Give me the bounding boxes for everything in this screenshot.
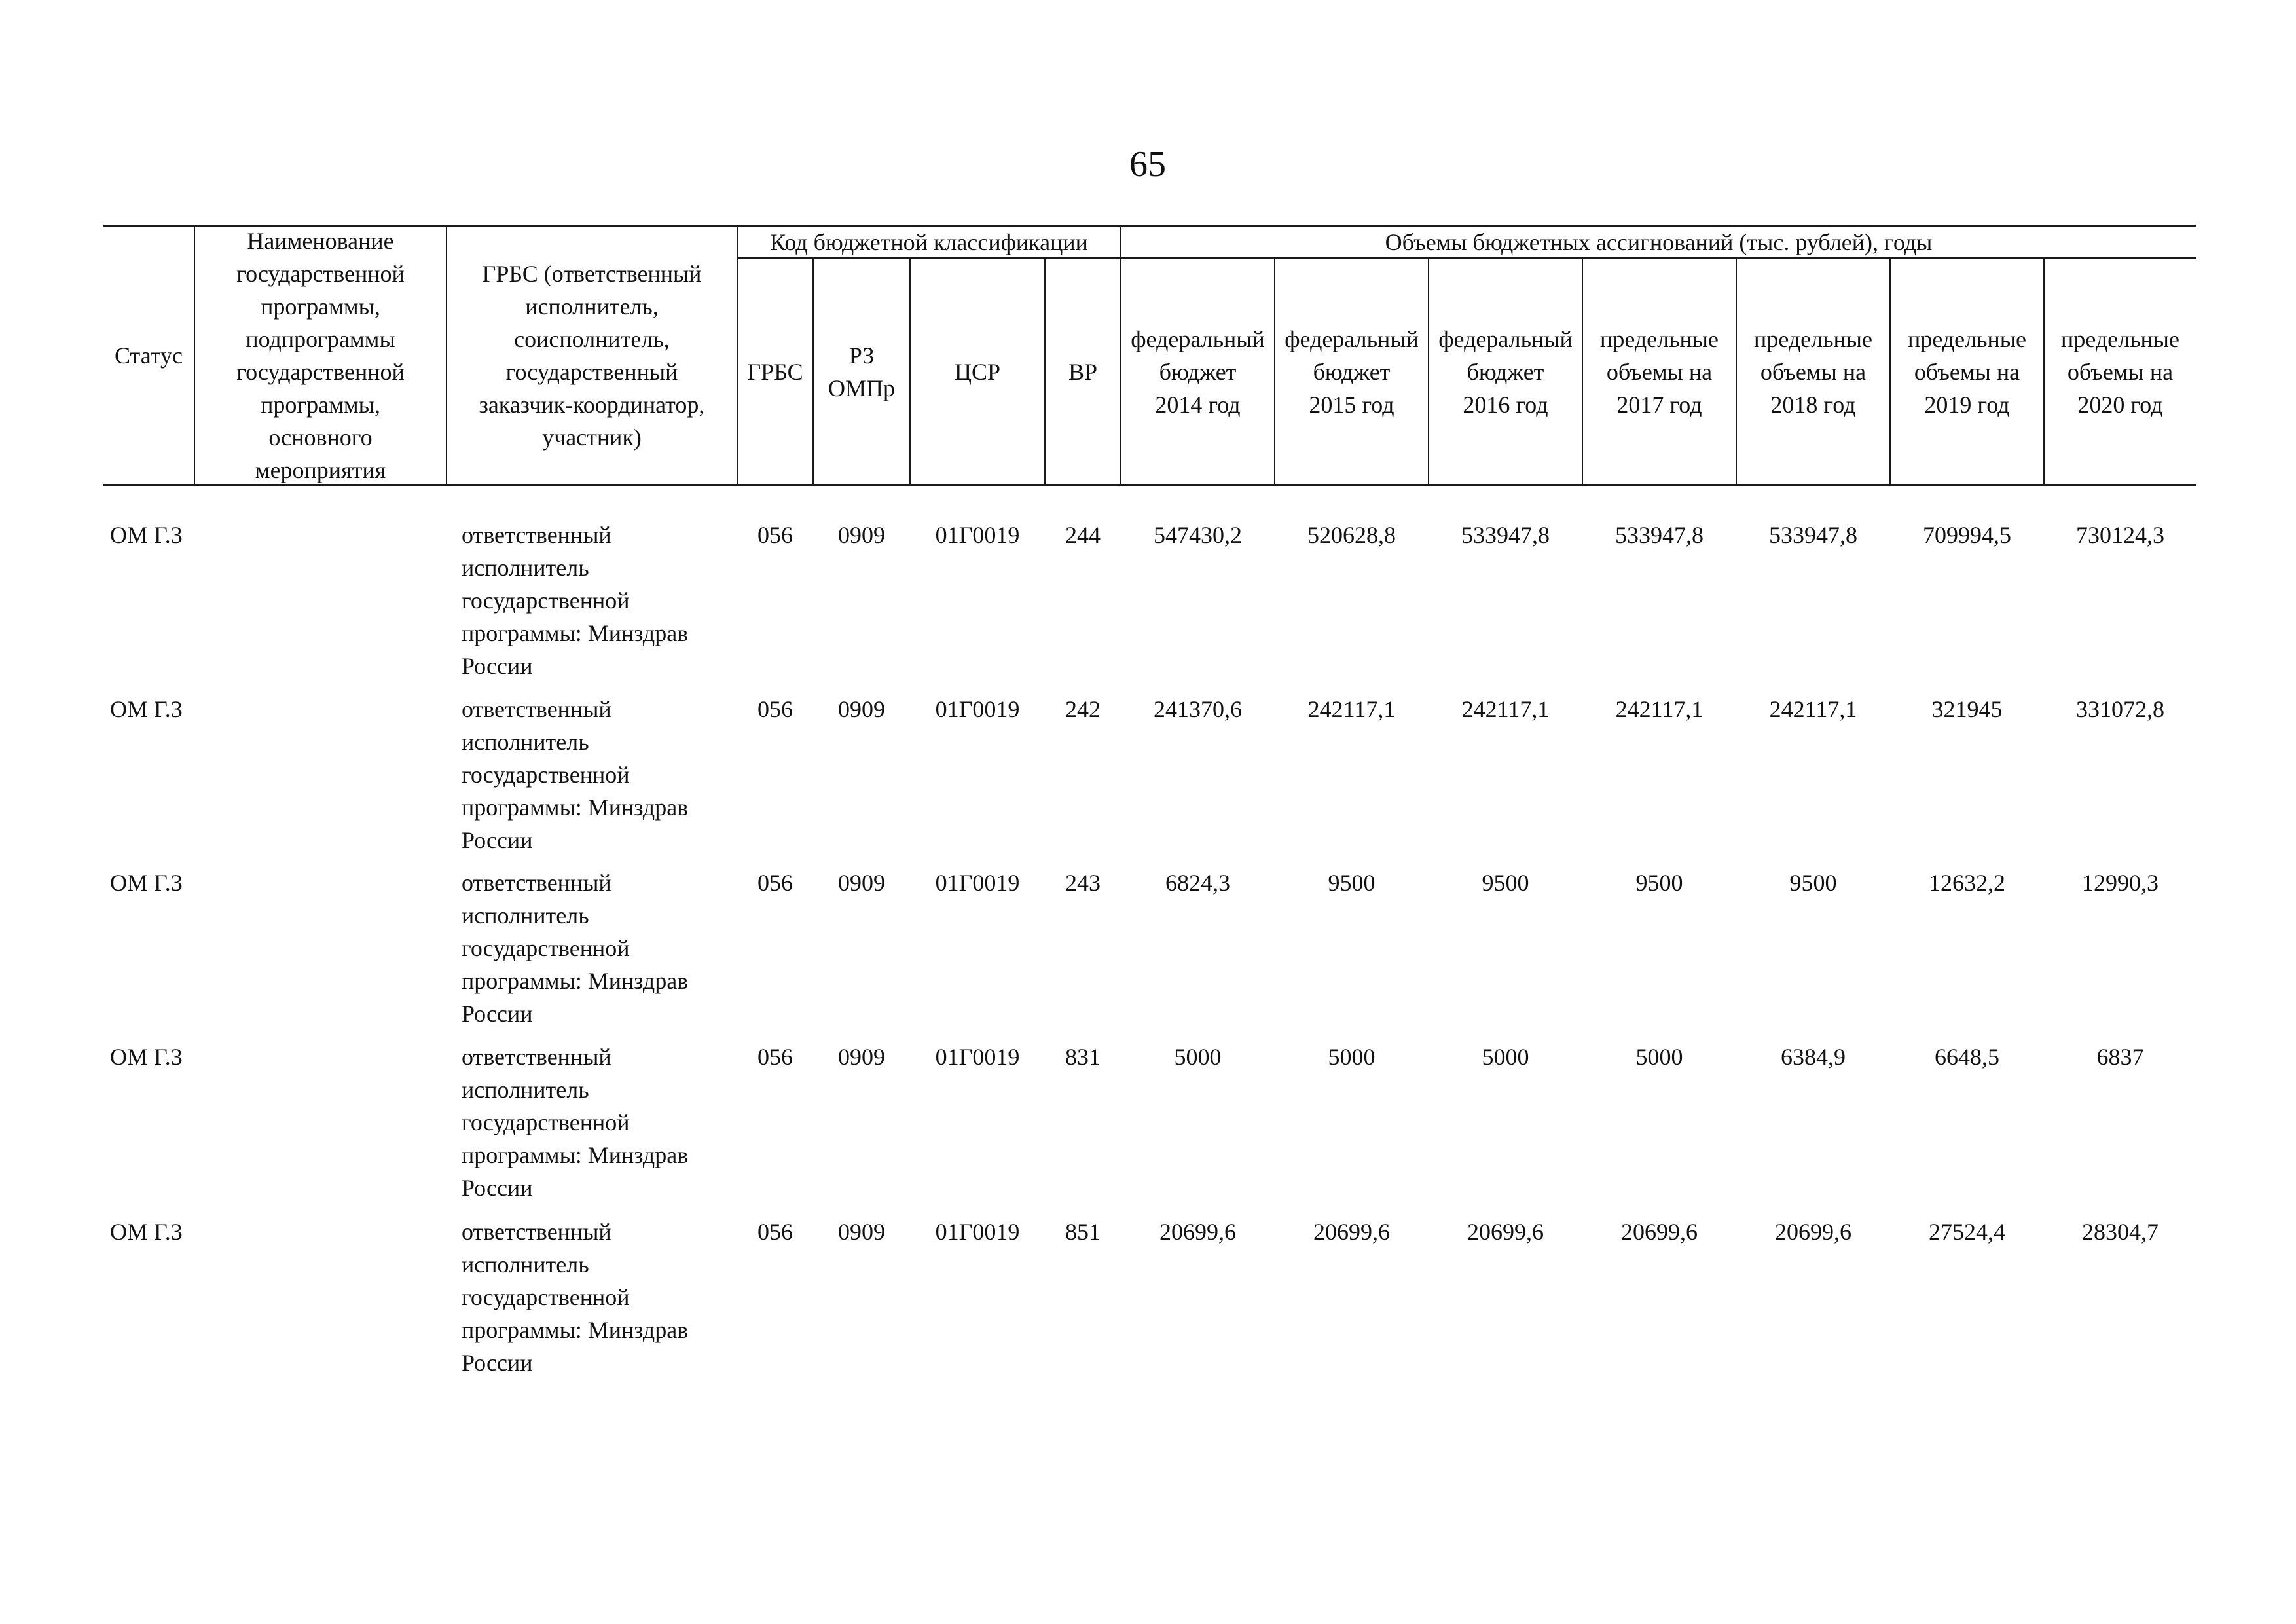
row-vr: 831 xyxy=(1065,1044,1101,1070)
row-value-2014: 547430,2 xyxy=(1154,522,1242,548)
page-number: 65 xyxy=(1129,144,1166,185)
row-grbs: 056 xyxy=(757,696,793,722)
header-program-name: Наименование государственной программы, подпрограммы государственной программы, основного мероприятия xyxy=(236,227,405,483)
row-value-2019: 709994,5 xyxy=(1923,522,2011,548)
row-csr: 01Г0019 xyxy=(935,870,1020,896)
row-value-2016: 20699,6 xyxy=(1467,1219,1544,1245)
row-grbs: 056 xyxy=(757,870,793,896)
row-status: ОМ Г.3 xyxy=(110,696,183,722)
row-value-2018: 533947,8 xyxy=(1769,522,1857,548)
row-value-2014: 5000 xyxy=(1174,1044,1222,1070)
header-csr: ЦСР xyxy=(954,358,1001,385)
row-status: ОМ Г.3 xyxy=(110,870,183,896)
row-vr: 244 xyxy=(1065,522,1101,548)
header-rz-ompr: РЗ ОМПр xyxy=(828,342,895,401)
row-value-2019: 12632,2 xyxy=(1929,870,2005,896)
header-year-2014: федеральный бюджет 2014 год xyxy=(1131,325,1265,418)
row-value-2014: 241370,6 xyxy=(1154,696,1242,722)
row-value-2019: 27524,4 xyxy=(1929,1219,2005,1245)
row-value-2020: 730124,3 xyxy=(2076,522,2164,548)
row-rz: 0909 xyxy=(838,870,885,896)
row-value-2017: 5000 xyxy=(1635,1044,1683,1070)
row-status: ОМ Г.3 xyxy=(110,1044,183,1070)
row-executor: ответственный исполнитель государственной программы: Минздрав России xyxy=(462,522,689,679)
row-executor: ответственный исполнитель государственной программы: Минздрав России xyxy=(462,1044,689,1201)
row-value-2016: 5000 xyxy=(1482,1044,1529,1070)
header-year-2020: предельные объемы на 2020 год xyxy=(2061,325,2179,418)
row-value-2020: 6837 xyxy=(2096,1044,2144,1070)
table-row xyxy=(0,866,2296,1040)
header-grbs-responsible: ГРБС (ответственный исполнитель, соисполнитель, государственный заказчик-координатор, участник) xyxy=(479,260,705,451)
row-value-2017: 9500 xyxy=(1635,870,1683,896)
row-grbs: 056 xyxy=(757,522,793,548)
row-value-2016: 9500 xyxy=(1482,870,1529,896)
row-value-2018: 20699,6 xyxy=(1775,1219,1851,1245)
row-value-2017: 242117,1 xyxy=(1615,696,1704,722)
header-volume-group: Объемы бюджетных ассигнований (тыс. рублей), годы xyxy=(1385,229,1933,255)
row-executor: ответственный исполнитель государственной программы: Минздрав России xyxy=(462,1219,689,1376)
table-row xyxy=(0,1215,2296,1389)
row-csr: 01Г0019 xyxy=(935,1044,1020,1070)
row-value-2016: 533947,8 xyxy=(1461,522,1550,548)
header-bottom-rule xyxy=(103,484,2196,486)
row-rz: 0909 xyxy=(838,1044,885,1070)
row-value-2015: 20699,6 xyxy=(1313,1219,1390,1245)
row-value-2019: 321945 xyxy=(1931,696,2003,722)
row-value-2020: 331072,8 xyxy=(2076,696,2164,722)
row-status: ОМ Г.3 xyxy=(110,522,183,548)
row-vr: 243 xyxy=(1065,870,1101,896)
header-grbs: ГРБС xyxy=(747,358,803,385)
row-value-2018: 9500 xyxy=(1789,870,1837,896)
header-status: Статус xyxy=(115,342,183,369)
row-value-2014: 6824,3 xyxy=(1165,870,1230,896)
header-year-2016: федеральный бюджет 2016 год xyxy=(1438,325,1573,418)
row-value-2015: 9500 xyxy=(1328,870,1376,896)
row-value-2017: 20699,6 xyxy=(1621,1219,1698,1245)
row-value-2018: 6384,9 xyxy=(1781,1044,1846,1070)
row-value-2015: 520628,8 xyxy=(1307,522,1396,548)
row-csr: 01Г0019 xyxy=(935,1219,1020,1245)
row-csr: 01Г0019 xyxy=(935,522,1020,548)
row-status: ОМ Г.3 xyxy=(110,1219,183,1245)
row-value-2015: 5000 xyxy=(1328,1044,1376,1070)
row-csr: 01Г0019 xyxy=(935,696,1020,722)
row-value-2017: 533947,8 xyxy=(1615,522,1704,548)
row-value-2016: 242117,1 xyxy=(1461,696,1550,722)
header-year-2015: федеральный бюджет 2015 год xyxy=(1285,325,1419,418)
table-row xyxy=(0,693,2296,866)
header-year-2018: предельные объемы на 2018 год xyxy=(1754,325,1872,418)
row-grbs: 056 xyxy=(757,1044,793,1070)
row-rz: 0909 xyxy=(838,522,885,548)
row-value-2020: 12990,3 xyxy=(2082,870,2159,896)
table-row xyxy=(0,519,2296,692)
header-vr: ВР xyxy=(1068,358,1098,385)
row-rz: 0909 xyxy=(838,1219,885,1245)
row-rz: 0909 xyxy=(838,696,885,722)
header-year-2019: предельные объемы на 2019 год xyxy=(1908,325,2026,418)
row-vr: 851 xyxy=(1065,1219,1101,1245)
row-grbs: 056 xyxy=(757,1219,793,1245)
row-value-2014: 20699,6 xyxy=(1159,1219,1236,1245)
table-row xyxy=(0,1041,2296,1214)
header-code-group: Код бюджетной классификации xyxy=(770,229,1088,255)
header-year-2017: предельные объемы на 2017 год xyxy=(1600,325,1719,418)
row-vr: 242 xyxy=(1065,696,1101,722)
row-executor: ответственный исполнитель государственной программы: Минздрав России xyxy=(462,696,689,853)
row-value-2015: 242117,1 xyxy=(1307,696,1396,722)
row-value-2019: 6648,5 xyxy=(1935,1044,1999,1070)
row-executor: ответственный исполнитель государственной программы: Минздрав России xyxy=(462,870,689,1027)
row-value-2020: 28304,7 xyxy=(2082,1219,2159,1245)
row-value-2018: 242117,1 xyxy=(1769,696,1857,722)
